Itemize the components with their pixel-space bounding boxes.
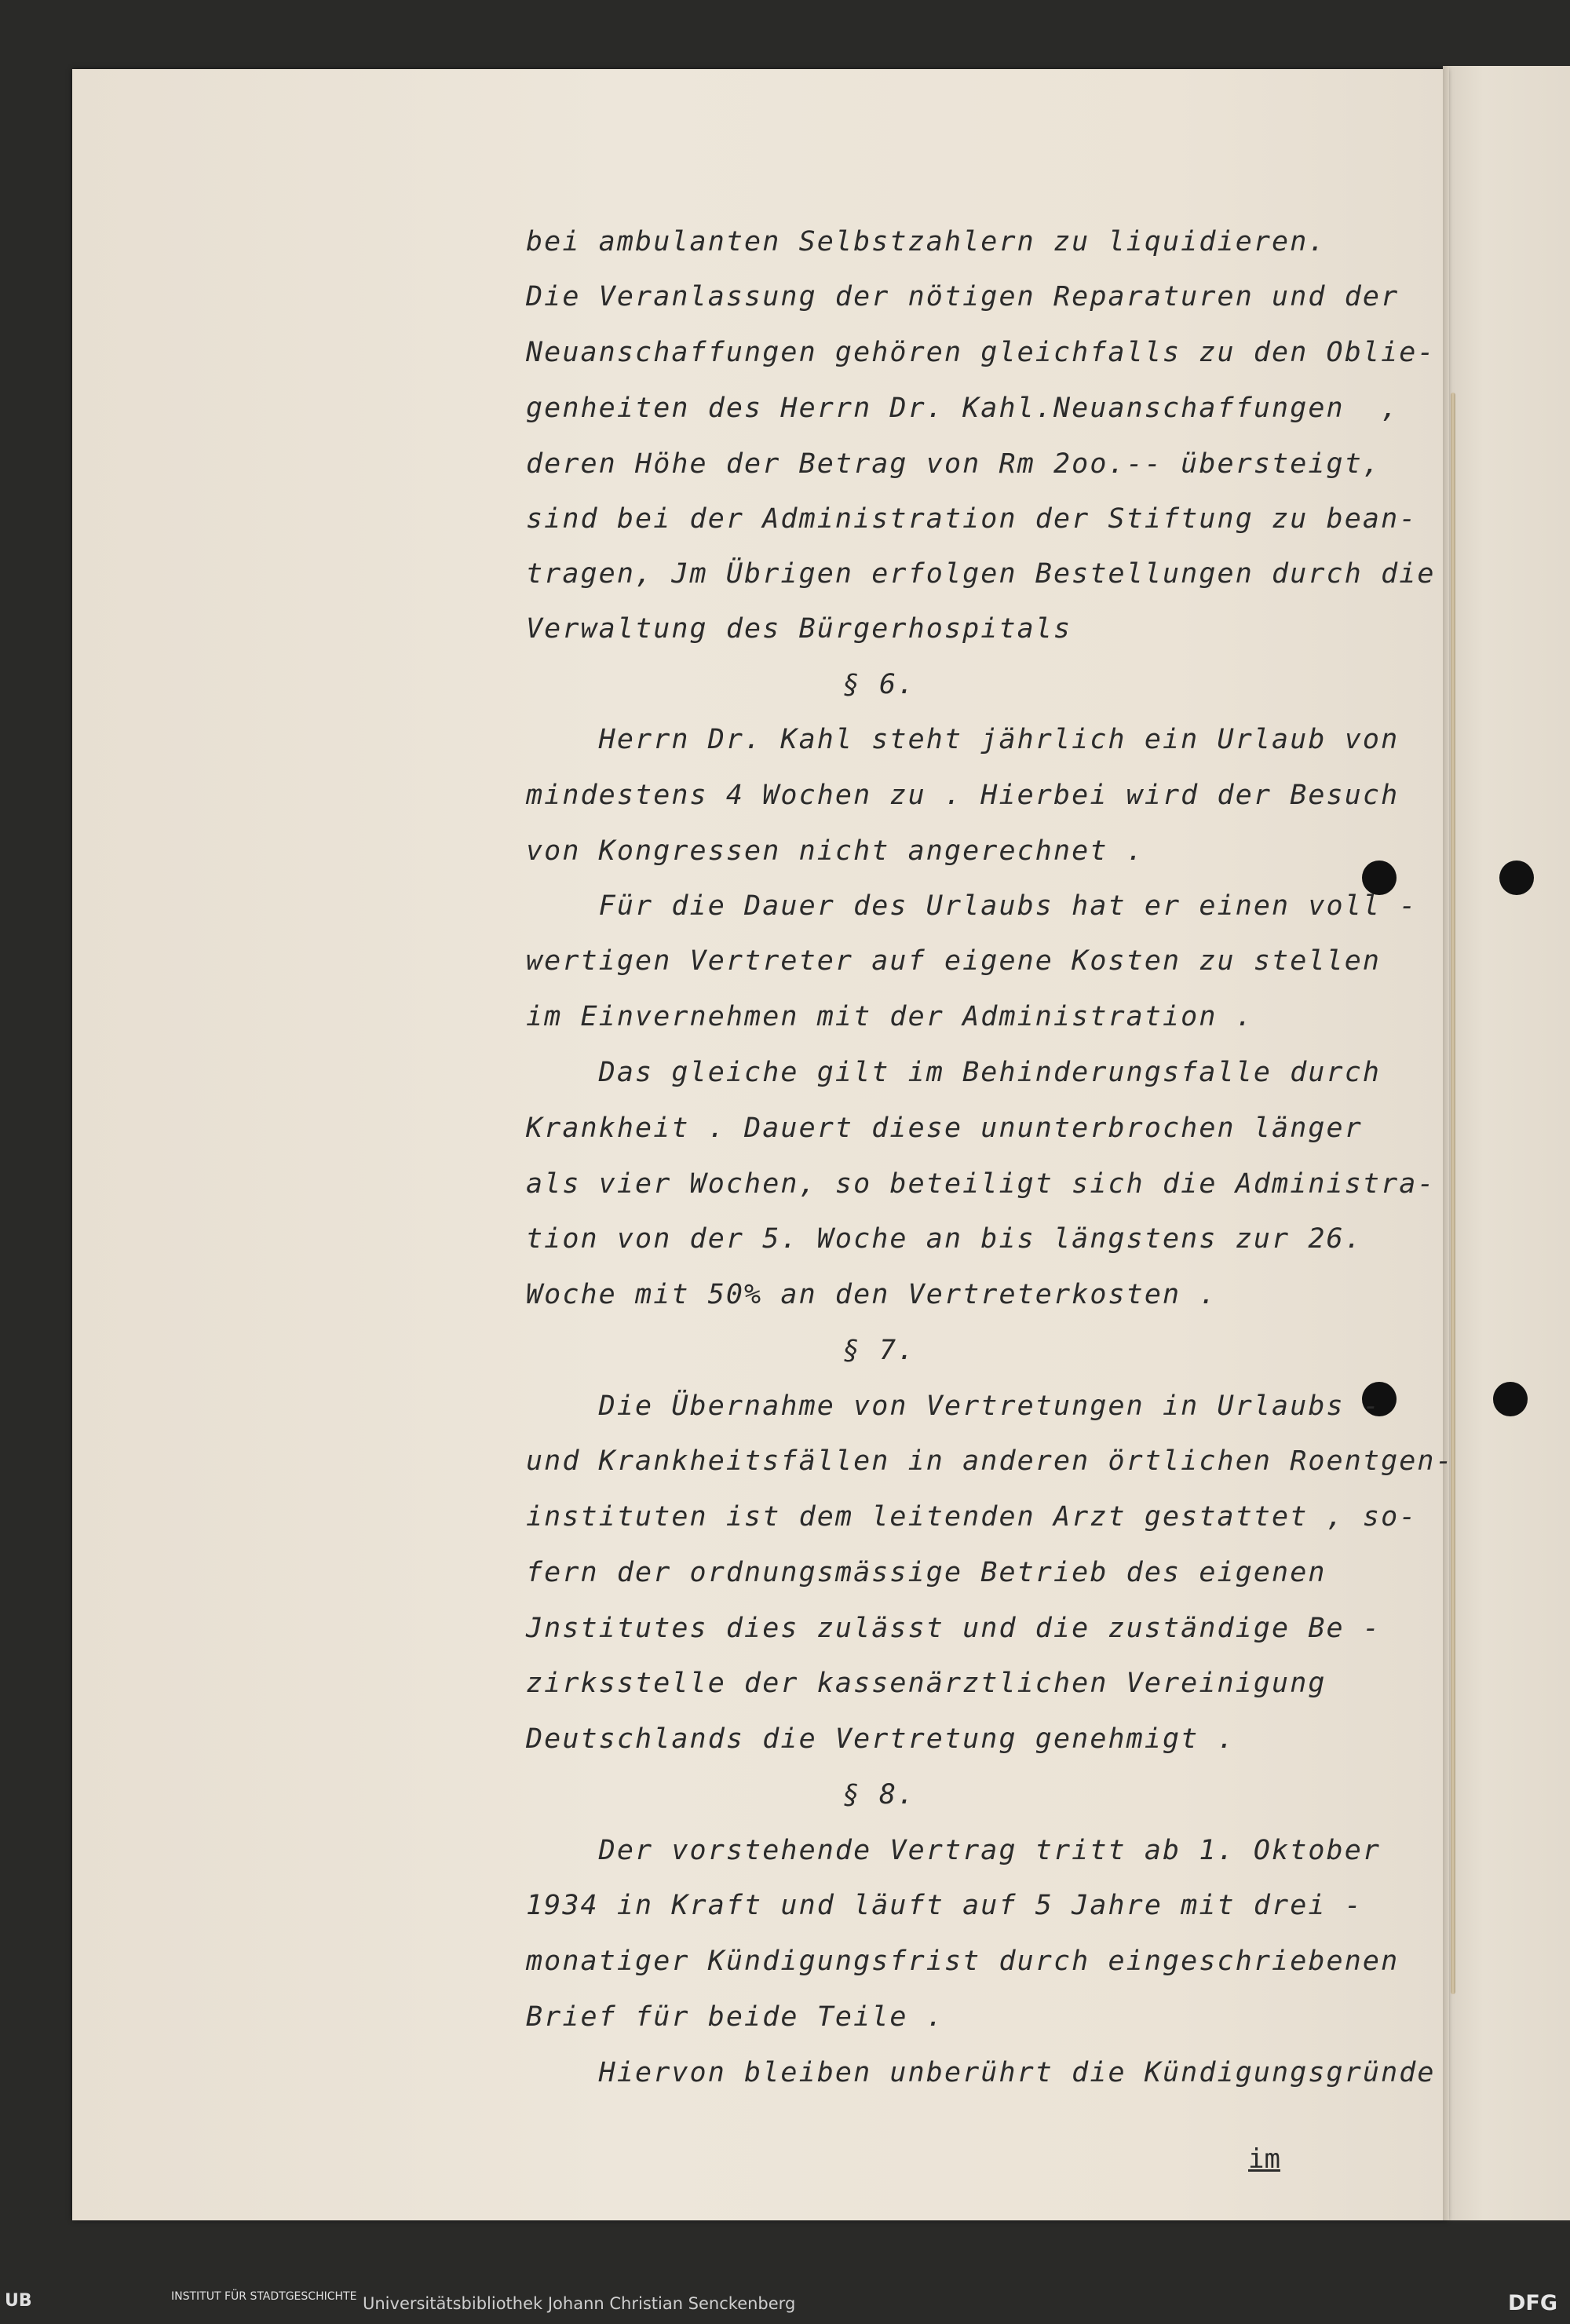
section-heading: § 7. [842,1335,916,1366]
catchword: im [1248,2143,1280,2175]
text-line: instituten ist dem leitenden Arzt gestattet , so- [526,1501,1418,1533]
text-line: zirksstelle der kassenärztlichen Vereinigung [526,1668,1327,1699]
dfg-logo-icon: DFG [1507,2291,1557,2315]
text-line: sind bei der Administration der Stiftung zu bean- [526,503,1418,535]
text-line: Die Übernahme von Vertretungen in Urlaubs - [526,1390,1382,1422]
section-heading: § 6. [842,669,916,700]
text-line: Brief für beide Teile . [526,2001,944,2033]
text-line: Krankheit . Dauert diese ununterbrochen länger [526,1113,1363,1144]
text-line: mindestens 4 Wochen zu . Hierbei wird der Besuch [526,780,1400,811]
text-line: fern der ordnungsmässige Betrieb des eigenen [526,1557,1327,1588]
text-line: monatiger Kündigungsfrist durch eingeschriebenen [526,1946,1400,1977]
text-line: Woche mit 50% an den Vertreterkosten . [526,1279,1218,1310]
text-line: Deutschlands die Vertretung genehmigt . [526,1723,1236,1755]
text-line: bei ambulanten Selbstzahlern zu liquidieren. [526,226,1327,258]
punch-hole-icon [1499,861,1534,895]
section-heading: § 8. [842,1779,916,1811]
text-line: deren Höhe der Betrag von Rm 2oo.-- übersteigt, [526,448,1382,480]
text-line: Jnstitutes dies zulässt und die zuständige Be - [526,1613,1382,1644]
text-line: und Krankheitsfällen in anderen örtlichen Roentgen- [526,1445,1454,1477]
text-line: Herrn Dr. Kahl steht jährlich ein Urlaub von [526,724,1400,755]
text-line: genheiten des Herrn Dr. Kahl.Neuanschaffungen , [526,393,1400,424]
back-sheet [1446,66,1570,2220]
text-line: Das gleiche gilt im Behinderungsfalle durch [526,1057,1382,1088]
text-line: Für die Dauer des Urlaubs hat er einen voll - [526,890,1418,922]
text-line: von Kongressen nicht angerechnet . [526,835,1145,867]
text-line: Der vorstehende Vertrag tritt ab 1. Oktober [526,1835,1382,1866]
text-line: Verwaltung des Bürgerhospitals [526,613,1072,645]
viewer-footer [0,2283,1570,2324]
text-line: Die Veranlassung der nötigen Reparaturen und der [526,281,1400,312]
library-credit: Universitätsbibliothek Johann Christian Senckenberg [363,2294,796,2313]
institute-logo-icon: INSTITUT FÜR STADTGESCHICHTE [171,2290,357,2303]
binding-string [1451,393,1455,1994]
punch-hole-icon [1493,1382,1528,1416]
text-line: als vier Wochen, so beteiligt sich die Administra- [526,1168,1436,1200]
text-line: Hiervon bleiben unberührt die Kündigungsgründe [526,2057,1436,2088]
page-fold [1443,66,1449,2220]
text-line: tion von der 5. Woche an bis längstens zur 26. [526,1223,1363,1255]
text-line: im Einvernehmen mit der Administration . [526,1001,1254,1032]
text-line: Neuanschaffungen gehören gleichfalls zu den Oblie- [526,337,1436,368]
text-line: 1934 in Kraft und läuft auf 5 Jahre mit drei - [526,1890,1363,1921]
ub-logo-icon: UB [5,2291,32,2311]
text-line: tragen, Jm Übrigen erfolgen Bestellungen durch die [526,558,1436,590]
text-line: wertigen Vertreter auf eigene Kosten zu stellen [526,945,1382,977]
